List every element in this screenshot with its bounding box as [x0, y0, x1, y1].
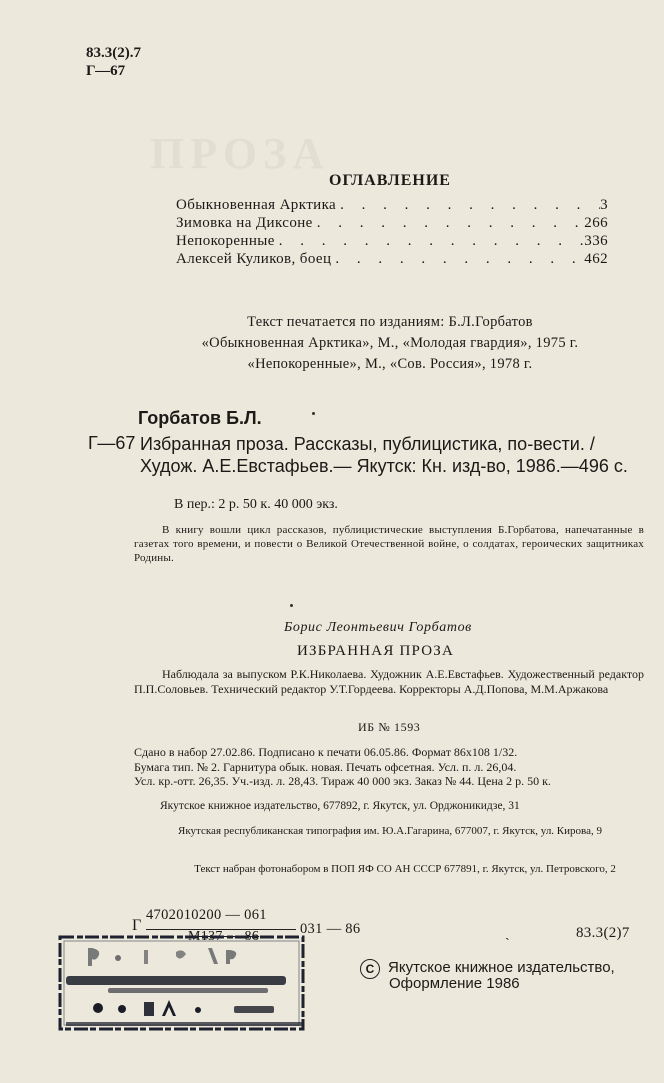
catalog-description: Избранная проза. Рассказы, публицистика, по-вести. /Худож. А.Е.Евстафьев.— Якутск: Кн. изд-во, 1986.—496 с. — [140, 434, 628, 476]
toc-item-page: 3 — [600, 197, 608, 213]
print-line: Сдано в набор 27.02.86. Подписано к печати 06.05.86. Формат 86х108 1/32. — [134, 745, 518, 759]
index-denominator: М137 — 86 — [188, 929, 260, 944]
library-stamp-image — [58, 934, 306, 1032]
catalog-price: В пер.: 2 р. 50 к. 40 000 экз. — [174, 497, 338, 512]
toc-row — [176, 214, 608, 232]
index-numerator: 4702010200 — 061 — [146, 907, 267, 923]
toc-item-page: 336 — [584, 233, 608, 249]
toc-item-title: Обыкновенная Арктика — [176, 197, 337, 213]
classification-block — [86, 44, 141, 80]
toc-leader-dots — [336, 196, 600, 214]
imprint-ib-number: ИБ № 1593 — [358, 720, 421, 734]
imprint-book-title: ИЗБРАННАЯ ПРОЗА — [297, 643, 455, 659]
catalog-annotation: В книгу вошли цикл рассказов, публицистические выступления Б.Горбатова, напечатанные в газетах того времени, и повести о Великой Отечественной войне, о солдатах, героических защитниках Родины. — [134, 524, 644, 564]
toc-row — [176, 250, 608, 268]
toc-item-title: Непокоренные — [176, 233, 275, 249]
index-suffix: 031 — 86 — [300, 921, 361, 937]
classification-code: 83.3(2).7 — [86, 45, 141, 61]
table-of-contents — [176, 196, 608, 268]
imprint-print-details — [134, 745, 644, 789]
index-letter: Г — [132, 917, 142, 934]
toc-leader-dots — [331, 250, 584, 268]
toc-leader-dots — [313, 214, 585, 232]
copyright-icon: C — [360, 959, 380, 979]
imprint-typography: Якутская республиканская типография им. Ю.А.Гагарина, 677007, г. Якутск, ул. Кирова, 9 — [178, 825, 602, 837]
catalog-author: Горбатов Б.Л. — [138, 408, 262, 428]
toc-leader-dots — [275, 232, 585, 250]
toc-row — [176, 196, 608, 214]
copyright-design: Оформление 1986 — [389, 975, 520, 992]
print-line: Бумага тип. № 2. Гарнитура обык. новая. Печать офсетная. Усл. п. л. 26,04. — [134, 759, 517, 774]
source-note — [120, 312, 660, 375]
print-line: Усл. кр.-отт. 26,35. Уч.-изд. л. 28,43. Тираж 40 000 экз. Заказ № 44. Цена 2 р. 50 к. — [134, 774, 551, 788]
ink-mark: ˎ — [505, 926, 510, 941]
imprint-photoset: Текст набран фотонабором в ПОП ЯФ СО АН СССР 677891, г. Якутск, ул. Петровского, 2 — [194, 863, 616, 875]
classification-cutter: Г—67 — [86, 63, 126, 79]
toc-item-title: Зимовка на Диксоне — [176, 215, 313, 231]
bleed-through-text: ПРОЗА — [150, 129, 331, 178]
catalog-shelf-mark: Г—67 — [88, 433, 136, 453]
source-line: «Непокоренные», М., «Сов. Россия», 1978 г. — [247, 356, 533, 372]
imprint-publisher: Якутское книжное издательство, 677892, г. Якутск, ул. Орджоникидзе, 31 — [160, 800, 520, 812]
index-code: 83.3(2)7 — [576, 925, 630, 941]
ink-dot — [290, 604, 293, 607]
toc-item-title: Алексей Куликов, боец — [176, 251, 332, 267]
copyright-holder: Якутское книжное издательство, — [388, 959, 615, 976]
toc-title: ОГЛАВЛЕНИЕ — [329, 172, 451, 189]
toc-item-page: 266 — [584, 215, 608, 231]
source-line: «Обыкновенная Арктика», М., «Молодая гвардия», 1975 г. — [201, 335, 579, 351]
source-line: Текст печатается по изданиям: Б.Л.Горбатов — [247, 314, 533, 330]
imprint-staff: Наблюдала за выпуском Р.К.Николаева. Художник А.Е.Евстафьев. Художественный редактор П.П.Соловьев. Технический редактор У.Т.Гордеева. Корректоры А.Д.Попова, М.М.Аржакова — [134, 667, 644, 696]
toc-item-page: 462 — [584, 251, 608, 267]
ink-dot — [312, 412, 315, 415]
imprint-author: Борис Леонтьевич Горбатов — [284, 620, 472, 635]
toc-row — [176, 232, 608, 250]
